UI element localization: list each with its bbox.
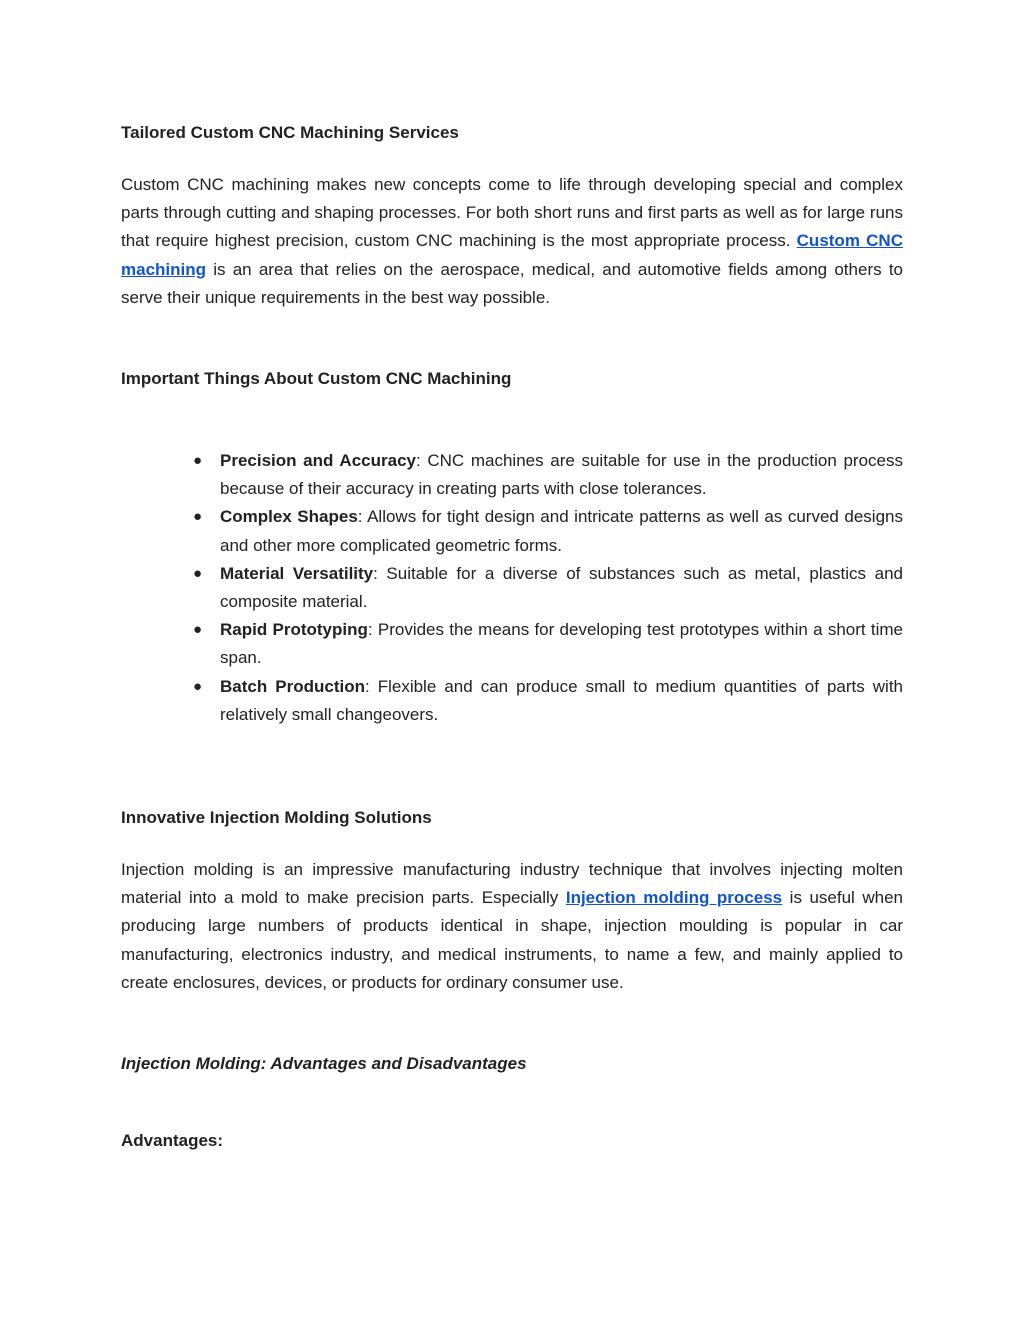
cnc-intro-text-end: is an area that relies on the aerospace, medical, and automotive fields among others to serve their unique requirements in the best way possible. [121, 259, 903, 307]
list-item-text: : CNC machines are suitable for use in the production process because of their accuracy in creating parts with close tolerances. [220, 451, 904, 499]
list-item-term: Precision and Accuracy [220, 451, 416, 470]
list-item-text: : Flexible and can produce small to medium quantities of parts with relatively small changeovers. [220, 676, 903, 724]
injection-text: Injection molding is an impressive manufacturing industry technique that involves injecting molten material into a mold to make precision parts. Especially [121, 860, 903, 908]
list-item-text: : Provides the means for developing test prototypes within a short time span. [220, 620, 903, 668]
document-page [121, 0, 903, 1325]
list-item [121, 616, 903, 672]
list-item-term: Batch Production [220, 676, 365, 696]
list-item-term: Rapid Prototyping [220, 620, 368, 640]
bullet-dot-icon: ● [193, 677, 203, 695]
injection-text-end: is useful when producing large numbers of products identical in shape, injection moulding is popular in car manufacturing, electronics industry, and medical instruments, to name a few, and mainly applied to create enclosures, devices, or products for ordinary consumer use. [121, 888, 904, 992]
list-item-term: Complex Shapes [220, 507, 358, 527]
bullet-dot-icon: ● [193, 508, 203, 526]
section-heading-advantages-disadvantages: Injection Molding: Advantages and Disadvantages [121, 1054, 527, 1073]
list-item-term: Material Versatility [220, 563, 374, 583]
cnc-features-list [121, 447, 903, 729]
cnc-intro-text: Custom CNC machining makes new concepts come to life through developing special and complex parts through cutting and shaping processes. For both short runs and first parts as well as for large runs that require highest precision, custom CNC machining is the most appropriate process. [121, 175, 903, 251]
subheading-advantages: Advantages: [121, 1131, 224, 1150]
section-heading-important-things: Important Things About Custom CNC Machining [121, 369, 512, 388]
cnc-intro-paragraph [121, 171, 903, 312]
list-item [121, 447, 903, 503]
injection-molding-paragraph [121, 856, 903, 997]
section-heading-injection-molding: Innovative Injection Molding Solutions [121, 808, 432, 827]
list-item-text: : Suitable for a diverse of substances such as metal, plastics and composite material. [220, 563, 903, 612]
bullet-dot-icon: ● [193, 452, 203, 469]
list-item [121, 560, 903, 616]
custom-cnc-machining-link[interactable]: Custom CNC machining [121, 231, 903, 279]
list-item [121, 673, 903, 729]
bullet-dot-icon: ● [193, 621, 203, 639]
list-item [121, 503, 903, 559]
bullet-dot-icon: ● [193, 564, 203, 582]
injection-molding-process-link[interactable]: Injection molding process [565, 888, 783, 908]
list-item-text: : Allows for tight design and intricate patterns as well as curved designs and other more complicated geometric forms. [220, 507, 903, 555]
section-heading-cnc-services: Tailored Custom CNC Machining Services [121, 123, 459, 142]
